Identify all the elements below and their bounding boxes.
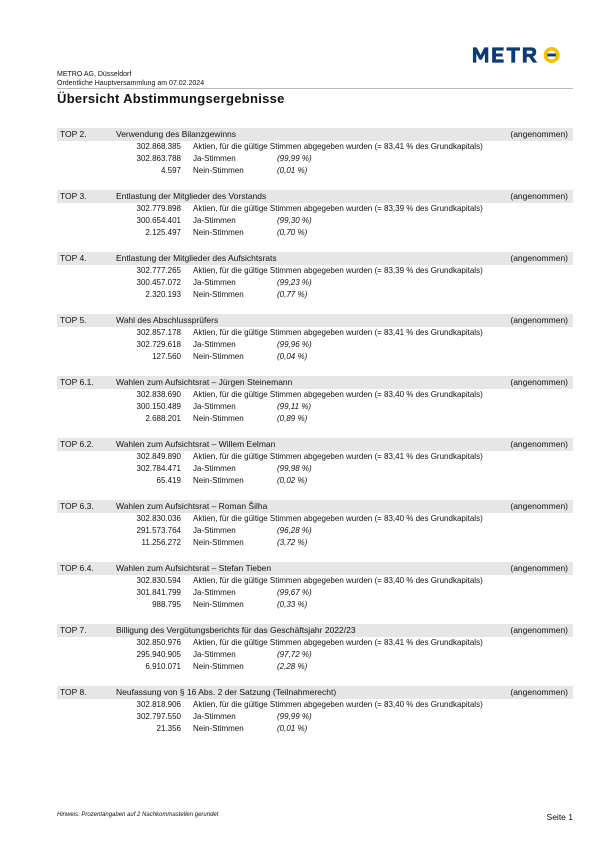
agenda-item-header [57,500,573,513]
valid-shares-text: Aktien, für die gültige Stimmen abgegeben wurden (= 83,39 % des Grundkapitals) [193,204,483,213]
yes-votes-count: 302.784.471 [136,464,181,474]
yes-votes-count: 302.729.618 [136,340,181,350]
valid-shares-row [57,513,573,525]
no-votes-count: 2.688.201 [145,414,181,424]
valid-shares-text: Aktien, für die gültige Stimmen abgegeben wurden (= 83,41 % des Grundkapitals) [193,328,483,337]
no-votes-percent: (0,02 %) [277,476,308,486]
agenda-item-title: Verwendung des Bilanzgewinns [116,129,237,139]
agenda-item-number: TOP 3. [60,191,87,201]
agenda-item-header [57,686,573,699]
agenda-item-number: TOP 6.3. [60,501,94,511]
no-votes-label: Nein-Stimmen [193,662,244,672]
agenda-item-status: (angenommen) [510,377,568,387]
valid-shares-text: Aktien, für die gültige Stimmen abgegeben wurden (= 83,41 % des Grundkapitals) [193,452,483,461]
agenda-item-header [57,438,573,451]
yes-votes-row [57,525,573,537]
footer-note: Hinweis: Prozentangaben auf 2 Nachkommastellen gerundet [57,812,219,818]
yes-votes-percent: (99,98 %) [277,464,312,474]
no-votes-label: Nein-Stimmen [193,724,244,734]
valid-shares-text: Aktien, für die gültige Stimmen abgegeben wurden (= 83,41 % des Grundkapitals) [193,638,483,647]
no-votes-label: Nein-Stimmen [193,228,244,238]
yes-votes-percent: (99,30 %) [277,216,312,226]
page-number: Seite 1 [546,812,573,822]
valid-shares-row [57,389,573,401]
no-votes-percent: (0,33 %) [277,600,308,610]
no-votes-count: 65.419 [156,476,181,486]
agenda-item-title: Entlastung der Mitglieder des Aufsichtsrats [116,253,277,263]
no-votes-percent: (2,28 %) [277,662,308,672]
no-votes-row [57,661,573,673]
yes-votes-row [57,401,573,413]
agenda-item-number: TOP 5. [60,315,87,325]
header-divider [57,88,573,89]
yes-votes-percent: (97,72 %) [277,650,312,660]
agenda-item-title: Wahlen zum Aufsichtsrat – Willem Eelman [116,439,276,449]
valid-shares-count: 302.849.890 [136,452,181,461]
valid-shares-count: 302.838.690 [136,390,181,399]
yes-votes-percent: (96,28 %) [277,526,312,536]
yes-votes-count: 300.654.401 [136,216,181,226]
valid-shares-row [57,451,573,463]
yes-votes-row [57,587,573,599]
no-votes-count: 127.560 [152,352,181,362]
no-votes-label: Nein-Stimmen [193,476,244,486]
no-votes-row [57,537,573,549]
no-votes-row [57,289,573,301]
agenda-item [57,562,573,624]
agenda-item-status: (angenommen) [510,129,568,139]
no-votes-row [57,165,573,177]
yes-votes-percent: (99,11 %) [277,402,312,412]
agenda-item-header [57,624,573,637]
agenda-item-number: TOP 4. [60,253,87,263]
yes-votes-row [57,215,573,227]
valid-shares-row [57,141,573,153]
yes-votes-row [57,277,573,289]
valid-shares-count: 302.850.976 [136,638,181,647]
no-votes-label: Nein-Stimmen [193,352,244,362]
agenda-item-status: (angenommen) [510,315,568,325]
agenda-item-title: Wahl des Abschlussprüfers [116,315,219,325]
agenda-item-status: (angenommen) [510,625,568,635]
agenda-item [57,686,573,748]
no-votes-count: 11.256.272 [141,538,181,548]
valid-shares-count: 302.818.906 [136,700,181,709]
valid-shares-count: 302.779.898 [136,204,181,213]
agenda-item [57,500,573,562]
yes-votes-row [57,339,573,351]
yes-votes-label: Ja-Stimmen [193,526,236,536]
valid-shares-row [57,699,573,711]
agenda-item-number: TOP 2. [60,129,87,139]
no-votes-row [57,723,573,735]
agenda-item-title: Wahlen zum Aufsichtsrat – Jürgen Steinemann [116,377,293,387]
valid-shares-count: 302.830.594 [136,576,181,585]
no-votes-count: 6.910.071 [145,662,181,672]
agenda-item-number: TOP 6.2. [60,439,94,449]
no-votes-label: Nein-Stimmen [193,166,244,176]
no-votes-count: 2.320.193 [145,290,181,300]
no-votes-percent: (0,89 %) [277,414,308,424]
valid-shares-row [57,203,573,215]
no-votes-percent: (0,01 %) [277,724,308,734]
agenda-item-title: Wahlen zum Aufsichtsrat – Roman Šilha [116,501,268,511]
yes-votes-percent: (99,96 %) [277,340,312,350]
valid-shares-count: 302.777.265 [136,266,181,275]
agenda-item [57,252,573,314]
valid-shares-text: Aktien, für die gültige Stimmen abgegeben wurden (= 83,40 % des Grundkapitals) [193,390,483,399]
yes-votes-count: 300.150.489 [136,402,181,412]
agenda-item-title: Wahlen zum Aufsichtsrat – Stefan Tieben [116,563,272,573]
no-votes-row [57,599,573,611]
yes-votes-label: Ja-Stimmen [193,402,236,412]
agenda-item [57,376,573,438]
valid-shares-row [57,575,573,587]
metro-logo [471,44,567,66]
valid-shares-text: Aktien, für die gültige Stimmen abgegeben wurden (= 83,40 % des Grundkapitals) [193,514,483,523]
agenda-item-header [57,252,573,265]
agenda-items [57,128,573,748]
agenda-item [57,438,573,500]
no-votes-percent: (0,70 %) [277,228,308,238]
yes-votes-percent: (99,99 %) [277,712,312,722]
valid-shares-count: 302.868.385 [136,142,181,151]
agenda-item-header [57,190,573,203]
yes-votes-count: 302.863.788 [136,154,181,164]
yes-votes-count: 302.797.550 [136,712,181,722]
yes-votes-label: Ja-Stimmen [193,154,236,164]
yes-votes-label: Ja-Stimmen [193,340,236,350]
yes-votes-percent: (99,23 %) [277,278,312,288]
agenda-item-number: TOP 6.4. [60,563,94,573]
agenda-item-status: (angenommen) [510,563,568,573]
agenda-item-header [57,376,573,389]
yes-votes-count: 295.940.905 [136,650,181,660]
no-votes-row [57,475,573,487]
no-votes-count: 4.597 [160,166,181,176]
agenda-item [57,190,573,252]
valid-shares-row [57,265,573,277]
yes-votes-label: Ja-Stimmen [193,588,236,598]
yes-votes-count: 291.573.764 [136,526,181,536]
no-votes-count: 988.795 [152,600,181,610]
agenda-item-status: (angenommen) [510,253,568,263]
valid-shares-text: Aktien, für die gültige Stimmen abgegeben wurden (= 83,40 % des Grundkapitals) [193,576,483,585]
agenda-item-title: Neufassung von § 16 Abs. 2 der Satzung (Teilnahmerecht) [116,687,337,697]
agenda-item [57,128,573,190]
valid-shares-count: 302.857.178 [136,328,181,337]
no-votes-percent: (0,77 %) [277,290,308,300]
no-votes-label: Nein-Stimmen [193,290,244,300]
agenda-item-status: (angenommen) [510,501,568,511]
page-title: Übersicht Abstimmungsergebnisse [57,91,285,106]
header-meta [57,70,204,88]
meeting-date: Ordentliche Hauptversammlung am 07.02.2024 [57,80,205,87]
valid-shares-text: Aktien, für die gültige Stimmen abgegeben wurden (= 83,39 % des Grundkapitals) [193,266,483,275]
agenda-item [57,314,573,376]
no-votes-label: Nein-Stimmen [193,600,244,610]
valid-shares-text: Aktien, für die gültige Stimmen abgegeben wurden (= 83,40 % des Grundkapitals) [193,700,483,709]
yes-votes-label: Ja-Stimmen [193,278,236,288]
no-votes-percent: (0,01 %) [277,166,308,176]
agenda-item-header [57,562,573,575]
agenda-item [57,624,573,686]
yes-votes-label: Ja-Stimmen [193,712,236,722]
no-votes-count: 2.125.497 [145,228,181,238]
yes-votes-row [57,463,573,475]
agenda-item-header [57,314,573,327]
yes-votes-label: Ja-Stimmen [193,464,236,474]
yes-votes-label: Ja-Stimmen [193,650,236,660]
no-votes-row [57,413,573,425]
yes-votes-row [57,649,573,661]
yes-votes-percent: (99,67 %) [277,588,312,598]
valid-shares-text: Aktien, für die gültige Stimmen abgegeben wurden (= 83,41 % des Grundkapitals) [193,142,483,151]
no-votes-count: 21.356 [156,724,181,734]
agenda-item-status: (angenommen) [510,439,568,449]
yes-votes-count: 300.457.072 [136,278,181,288]
agenda-item-title: Billigung des Vergütungsberichts für das Geschäftsjahr 2022/23 [116,625,356,635]
company-name: METRO AG, Düsseldorf [57,71,132,78]
agenda-item-status: (angenommen) [510,687,568,697]
no-votes-label: Nein-Stimmen [193,538,244,548]
no-votes-row [57,227,573,239]
yes-votes-row [57,153,573,165]
agenda-item-number: TOP 7. [60,625,87,635]
yes-votes-count: 301.841.799 [136,588,181,598]
no-votes-row [57,351,573,363]
agenda-item-status: (angenommen) [510,191,568,201]
valid-shares-count: 302.830.036 [136,514,181,523]
yes-votes-row [57,711,573,723]
no-votes-percent: (0,04 %) [277,352,308,362]
agenda-item-title: Entlastung der Mitglieder des Vorstands [116,191,267,201]
no-votes-label: Nein-Stimmen [193,414,244,424]
valid-shares-row [57,637,573,649]
valid-shares-row [57,327,573,339]
no-votes-percent: (3,72 %) [277,538,308,548]
agenda-item-header [57,128,573,141]
agenda-item-number: TOP 6.1. [60,377,94,387]
agenda-item-number: TOP 8. [60,687,87,697]
yes-votes-percent: (99,99 %) [277,154,312,164]
yes-votes-label: Ja-Stimmen [193,216,236,226]
